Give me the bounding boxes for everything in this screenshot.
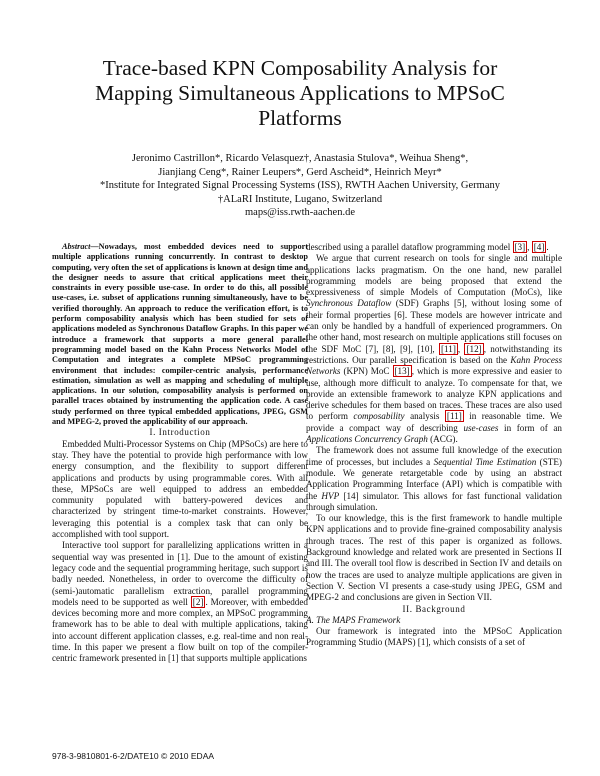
left-column [52,242,308,665]
citation-link[interactable]: [3] [514,242,526,252]
section-heading: II. Background [402,603,466,614]
paragraph: Interactive tool support for parallelizing applications written in a sequential way was presented in [1]. Due to the amount of existing legacy code and the sequential programming heritage, such support is badly needed. Nonetheless, in order to overcome the difficulty of (semi-)automatic parallelism extraction, parallel programming models need to be supported as well [2] . Moreover, with embedded devices becoming more and more complex, an MPSoC programming framework has to be able to deal with multiple applications, taking into account different application classes, e.g. real-time and non real-time. In this paper we present a flow built on top of the compiler-centric framework presented in [1] that supports multiple applications [52,540,308,664]
author-list: Jeronimo Castrillon*, Ricardo Velasquez†, Anastasia Stulova*, Weihua Sheng*, [131,153,469,164]
citation-link[interactable]: [4] [533,242,545,252]
abstract-label: Abstract [62,242,91,251]
title-line: Mapping Simultaneous Applications to MPSoC [95,81,505,105]
subsection-heading: A. The MAPS Framework [306,614,401,625]
affiliation: *Institute for Integrated Signal Processing Systems (ISS), RWTH Aachen University, Germany [100,180,500,191]
abstract [52,242,308,427]
paragraph: Our framework is integrated into the MPSoC Application Programming Studio (MAPS) [1], which consists of a set of [306,626,562,648]
affiliation: †ALaRI Institute, Lugano, Switzerland [217,193,383,205]
title-line: Trace-based KPN Composability Analysis for [102,56,498,80]
citation-link[interactable]: [11] [441,343,456,354]
paragraph: To our knowledge, this is the first framework to handle multiple KPN applications and to provide fine-grained composability analysis through traces. The rest of this paper is organized as follows. Background knowledge and related work are presented in Sections II and III. The overall tool flow is described in Section IV and details on how the traces are used to analyze multiple applications are given in Section V. Section VI presents a case-study using JPEG, GSM and MPEG-2 and conclusions are given in Section VII. [306,513,562,603]
copyright-footer: 978-3-9810801-6-2/DATE10 © 2010 EDAA [52,751,215,761]
abstract-text: —Nowadays, most embedded devices need to support multiple applications running concurrently. In contrast to desktop computing, very often the set of applications is known at design time and the designer needs to assure that critical applications meet their constraints in every possible use-case. In order to do this, all possible use-cases, i.e. subset of applications running simultaneously, have to be verified thoroughly. An approach to reduce the verification effort, is to perform composability analysis which has been studied for sets of applications modeled as Synchronous Dataflow Graphs. In this paper we introduce a framework that supports a more general parallel programming model based on the Kahn Process Networks Model of Computation and integrates a complete MPSoC programming environment that includes: compiler-centric analysis, performance estimation, simulation as well as mapping and scheduling of multiple applications. In our solution, composability analysis is performed on parallel traces obtained by instrumenting the application code. A case study performed on three typical embedded applications, JPEG, GSM and MPEG-2, proved the applicability of our approach. [52,242,308,427]
citation-link[interactable]: [2] [192,596,204,607]
title-line: Platforms [258,106,342,130]
author-list: Jianjiang Ceng*, Rainer Leupers*, Gerd Ascheid*, Heinrich Meyr* [158,166,442,178]
paragraph: described using a parallel dataflow programming model [3] , [4] . [306,242,549,252]
right-column [306,242,562,649]
paragraph: The framework does not assume full knowledge of the execution time of processes, but includes a Sequential Time Estimation (STE) module. We generate retargetable code by using an abstract Application Programming Interface (API) which is compatible with the HVP [14] simulator. This allows for fast functional validation through simulation. [306,445,562,512]
paragraph: Embedded Multi-Processor Systems on Chip (MPSoCs) are here to stay. They have the potential to provide high performance with low energy consumption, and the flexibility to support different applications and products by using programmable cores. With all these, MPSoCs are well equipped to address an embedded community populated with battery-powered devices and characterized by stringent time-to-market constraints. However, leveraging this potential is a complex task that can only be accomplished with tool support. [52,438,308,540]
author-block [40,152,560,220]
paragraph: We argue that current research on tools for single and multiple applications lacks pragmatism. On the one hand, new parallel programming models are being proposed that extend the expressiveness of simple Models of Computation (MoCs), like Synchronous Dataflow (SDF) Graphs [5], without losing some of their formal properties [6]. These models are however intricate and can only be handled by a handfull of experienced programmers. On the other hand, most research on multiple applications still focuses on the SDF MoC [7], [8], [9], [10], [11] , [12] , notwithstanding its restrictions. Our parallel specification is based on the Kahn Process Networks (KPN) MoC [13] , which is more expressive and easier to use, although more difficult to analyze. To compensate for that, we provide an extensible framework to analyze KPN applications and derive schedules for them based on traces. These traces are also used to perform composability analysis [11] in reasonable time. We provide a compact way of describing use-cases in form of an Applications Concurrency Graph (ACG). [306,253,562,445]
section-heading: I. Introduction [149,427,211,438]
citation-link[interactable]: [11] [446,411,462,422]
paper-title [50,56,550,131]
citation-link[interactable]: [12] [466,343,482,354]
contact-email: maps@iss.rwth-aachen.de [245,207,355,218]
citation-link[interactable]: [13] [394,366,410,377]
